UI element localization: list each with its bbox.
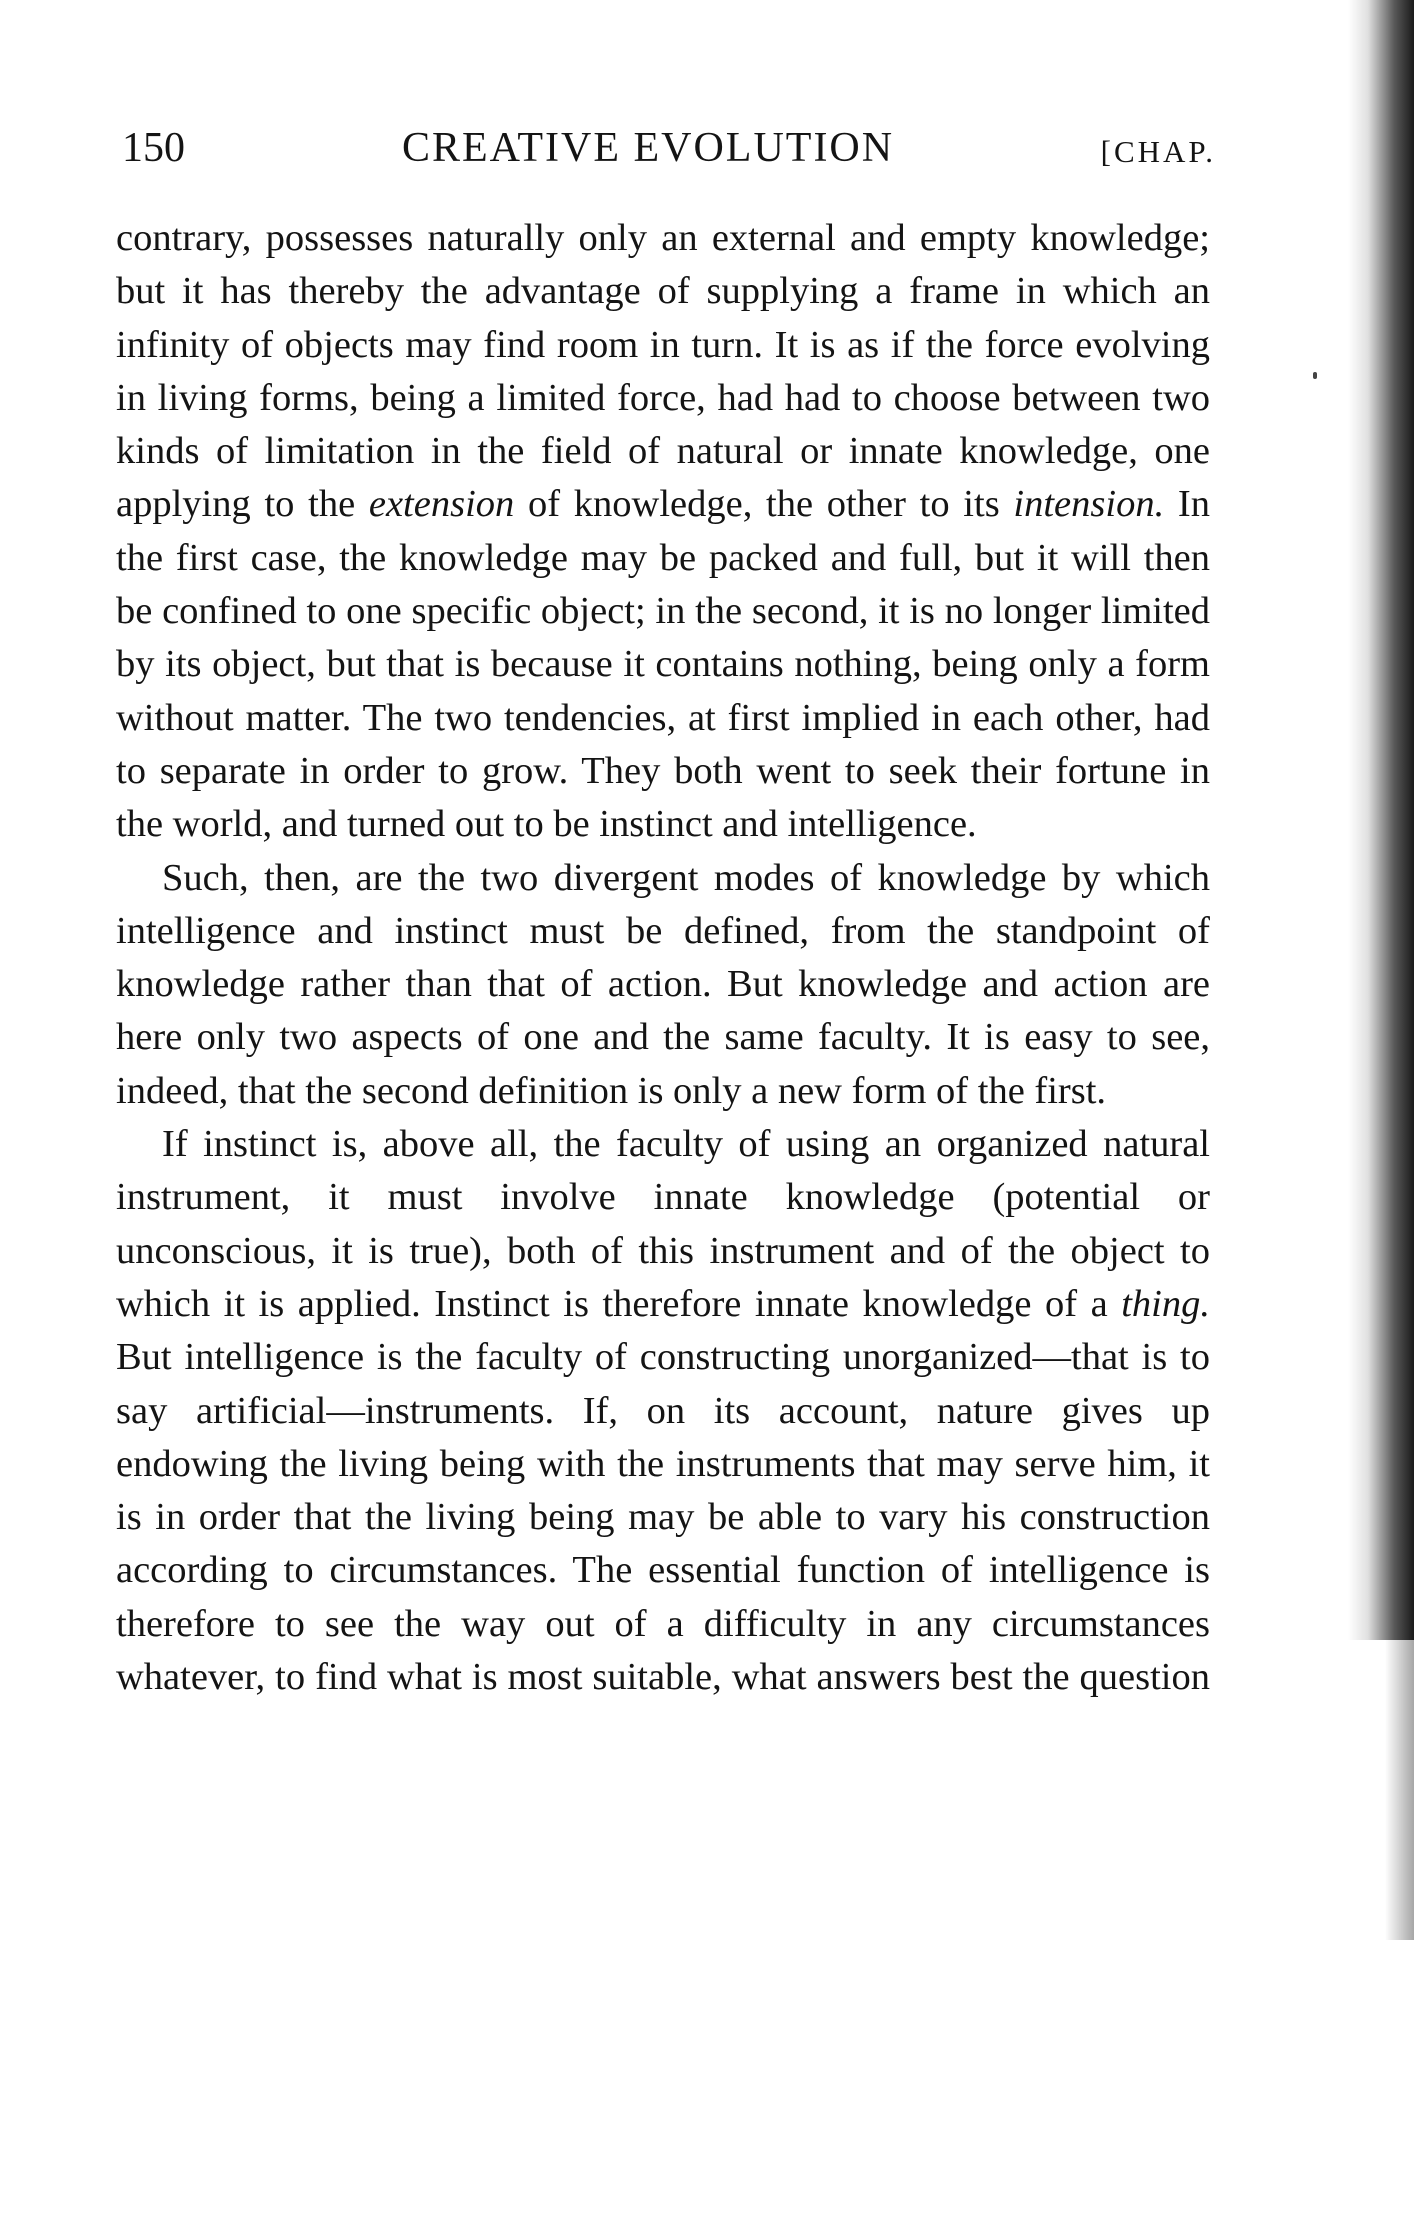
paragraph-2 <box>116 852 1210 1118</box>
page-header <box>122 118 1216 178</box>
paragraph-1-italic-intension: intension. <box>1013 483 1165 526</box>
paragraph-3 <box>116 1118 1210 1704</box>
paragraph-3-text-a: If instinct is, above all, the faculty of using an organized natural instrument, it must involve innate knowledge (potential or unconscious, it is true), both of this instrument and of the object to which it is applied. Instinct is therefore innate knowledge of a <box>116 1123 1210 1325</box>
chapter-mark: [CHAP. <box>1100 134 1216 169</box>
running-title: CREATIVE EVOLUTION <box>402 125 895 171</box>
body-text <box>116 212 1210 1704</box>
paragraph-1-text-a: contrary, possesses naturally only an external and empty knowledge; but it has thereby the advantage of supplying a frame in which an infinity of objects may find room in turn. It is as if the force evolving in living forms, being a limited force, had had to choose between two kinds of limitation in the field of natural or innate knowledge, one applying to the <box>116 217 1210 526</box>
paragraph-1-italic-extension: extension <box>368 483 515 526</box>
paragraph-3-italic-thing: thing. <box>1121 1282 1210 1325</box>
paragraph-1 <box>116 212 1210 852</box>
paragraph-2-text: Such, then, are the two divergent modes of knowledge by which intelligence and instinct must be defined, from the standpoint of knowledge rather than that of action. But knowledge and action are here only two aspects of one and the same faculty. It is easy to see, indeed, that the second definition is only a new form of the first. <box>116 856 1210 1112</box>
paragraph-1-text-b: of knowledge, the other to its <box>514 483 1014 526</box>
page-number: 150 <box>122 125 185 171</box>
scan-edge-shadow <box>1348 0 1414 1640</box>
paragraph-1-text-c: In the first case, the knowledge may be packed and full, but it will then be confined to one specific object; in the second, it is no longer limited by its object, but that is because it contains nothing, being only a form without matter. The two tendencies, at first implied in each other, had to separate in order to grow. They both went to seek their fortune in the world, and turned out to be instinct and intelligence. <box>116 483 1210 846</box>
paragraph-3-text-b: But intelligence is the faculty of constructing unorganized—that is to say artificial—instruments. If, on its account, nature gives up endowing the living being with the instruments that may serve him, it is in order that the living being may be able to vary his construction according to circumstances. The essential function of intelligence is therefore to see the way out of a difficulty in any circumstances whatever, to find what is most suitable, what answers best the question <box>116 1336 1210 1699</box>
scan-edge-shadow-lower <box>1385 1640 1414 1940</box>
scan-speck <box>1313 372 1317 379</box>
